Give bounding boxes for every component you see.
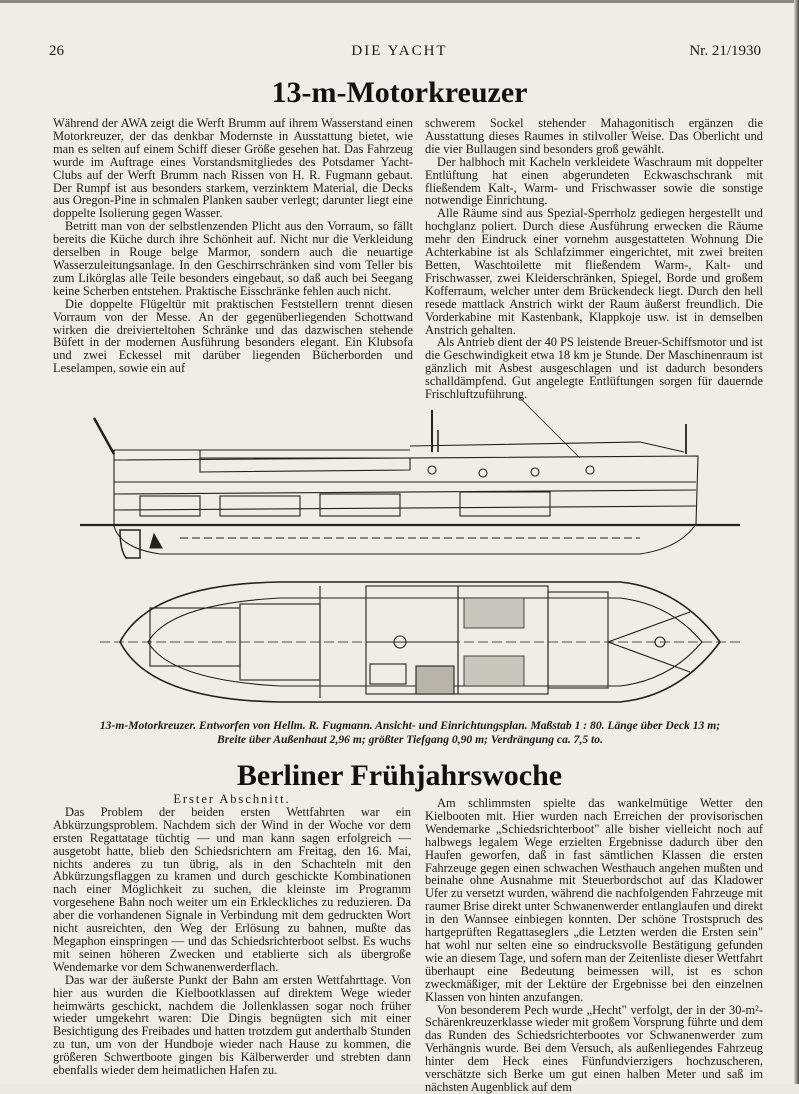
page-number: 26: [49, 43, 64, 59]
paragraph: Das Problem der beiden ersten Wettfahrten war ein Abkürzungsproblem. Nachdem sich der Wind in der Woche vor dem ersten Regattatage tüchtig — und man kann sagen erfolgreich — ausgetobt hatte, blieb den Schiedsrichtern am Freitag, den 16. Mai, nichts anderes zu tun übrig, als in den Schachteln mit den Abkürzungsflaggen zu kramen und durch geschickte Kombinationen nach einer Möglichkeit zu suchen, die kleinste im Programm vorgesehene Bahn noch weiter um ein Erkleckliches zu reduzieren. Da aber die vorhandenen Signale in Verbindung mit dem gedruckten Wort nicht ausreichten, den Weg der Erlösung zu bahnen, mußte das Megaphon einspringen — und das Schiedsrichterboot selbst. Es wuchs mit seinen höheren Zwecken und etablierte sich als übergroße Wendemarke vor dem Schwanenwerderflach.: [53, 804, 411, 974]
paragraph: Alle Räume sind aus Spezial-Sperrholz gediegen hergestellt und hochglanz poliert. Durch diese Ausführung erwecken die Räume mehr den Eindruck einer vornehm ausgestatteten Wohnung Die Achterkabine ist als Schlafzimmer eingerichtet, mit zwei breiten Betten, Waschtoilette mit fließendem Warm-, Kalt- und Frischwasser, zwei Kleiderschränken, Spiegel, Borde und großem Kofferraum, welcher unter dem Brückendeck liegt. Durch den hell resede mattlack Anstrich wirkt der Raum äußerst freundlich. Die Vorderkabine mit Kastenbank, Klappkoje usw. ist in demselben Anstrich gehalten.: [425, 206, 763, 337]
scan-top-edge: [0, 0, 799, 3]
paragraph: Betritt man von der selbstlenzenden Plicht aus den Vorraum, so fällt bereits die Küche durch ihre Schönheit auf. Nicht nur die Verkleidung derselben in Rouge belge Marmor, sondern auch die neuartige Wasserzuleitungsanlage. In den Geschirrschränken sind vom Teller bis zum Likörglas alle Teile besonders eingebaut, so daß auch bei Seegang keine Scherben entstehen. Praktische Eisschränke fehlen auch nicht.: [53, 219, 413, 298]
article2-left-column: [53, 793, 411, 1077]
paragraph: Der halbhoch mit Kacheln verkleidete Waschraum mit doppelter Entlüftung hat einen abgerundeten Eckwaschschrank mit fließendem Kalt-, Warm- und Frischwasser sowie die sonstige notwendige Einrichtung.: [425, 154, 763, 208]
paragraph: Als Antrieb dient der 40 PS leistende Breuer-Schiffsmotor und ist die Geschwindigkeit etwa 18 km je Stunde. Der Maschinenraum ist gänzlich mit Asbest ausgeschlagen und ist dadurch besonders schalldämpfend. Gut angelegte Entlüftungen sorgen für dauernde Frischluftzuführung.: [425, 335, 763, 402]
paragraph: Die doppelte Flügeltür mit praktischen Feststellern trennt diesen Vorraum von der Messe. An der gegenüberliegenden Schottwand wirken die dreivierteltohen Schränke und das dazwischen stehende Büfett in der modernen Ausführung besonders elegant. Ein Klubsofa und zwei Eckessel mit darüber liegenden Bücherborden und Leselampen, sowie ein auf: [53, 296, 413, 376]
caption-line-2: Breite über Außenhaut 2,96 m; größter Tiefgang 0,90 m; Verdrängung ca. 7,5 to.: [217, 733, 603, 746]
magazine-name: DIE YACHT: [351, 43, 448, 59]
article1-left-column: [53, 117, 413, 375]
section-subheading: Erster Abschnitt.: [173, 792, 291, 806]
boat-technical-drawing: [80, 398, 760, 714]
caption-line-1: 13-m-Motorkreuzer. Entworfen von Hellm. R. Fugmann. Ansicht- und Einrichtungsplan. Maßstab 1 : 80. Länge über Deck 13 m;: [99, 719, 721, 732]
paragraph: schwerem Sockel stehender Mahagonitisch ergänzen die Ausstattung dieses Raumes in stilvoller Weise. Das Oberlicht und die vier Bullaugen sind besonders groß gewählt.: [425, 116, 763, 156]
paragraph: Das war der äußerste Punkt der Bahn am ersten Wettfahrttage. Von hier aus wurden die Kielbootklassen auf direktem Wege wieder heimwärts geschickt, nachdem die Jollenklassen sogar noch früher wieder umgekehrt waren: Die Dingis begnügten sich mit einer Besichtigung des Freibades und hatten trotzdem gut anderthalb Stunden zu tun, um von der Hundboje wieder nach Hause zu kommen, die größeren Schwertboote gingen bis Kälberwerder und strebten dann ebenfalls wieder dem heimatlichen Hafen zu.: [53, 972, 411, 1078]
figure-caption: [60, 719, 760, 747]
paragraph: Von besonderem Pech wurde „Hecht" verfolgt, der in der 30-m²-Schärenkreuzerklasse wieder mit großem Vorsprung führte und dem das Runden des Schiedsrichterbootes vor Schwanenwerder zum Verhängnis wurde. Bei dem Versuch, als außenliegendes Fahrzeug hinter dem Heck eines Fünfundvierzigers hochzuscheren, verschätzte sich Berke um gut einen halben Meter und saß im nächsten Augenblick auf dem: [425, 1002, 763, 1094]
issue-number: Nr. 21/1930: [689, 43, 761, 59]
boat-profile-view: [80, 398, 740, 558]
article1-right-column: [425, 117, 763, 401]
paragraph: Während der AWA zeigt die Werft Brumm auf ihrem Wasserstand einen Motorkreuzer, der das denkbar Modernste in Ausstattung bietet, wie man es selten auf einem Schiff dieser Größe gesehen hat. Das Fahrzeug wurde im Auftrage eines Vorstandsmitgliedes des Potsdamer Yacht-Clubs auf der Werft Brumm nach Rissen von H. R. Fugmann gebaut. Der Rumpf ist aus besonders starkem, verzinktem Material, die Decks aus Oregon-Pine in schmalen Planken sauber verlegt; darunter liegt eine doppelte Isolierung gegen Wasser.: [53, 116, 413, 221]
scan-right-edge: [794, 0, 799, 1084]
article-title-motorkreuzer: 13-m-Motorkreuzer: [271, 76, 528, 109]
paragraph: Am schlimmsten spielte das wankelmütige Wetter den Kielbooten mit. Hier wurden nach Erreichen der provisorischen Wendemarke „Schiedsrichterboot" alle bisher vielleicht noch auf halbwegs legalem Wege erzielten Ergebnisse dadurch über den Haufen geworfen, daß in fast sämtlichen Klassen die ersten Fahrzeuge gegen einen schwachen Westhauch angehen mußten und beinahe ohne Ausnahme mit Steuerbordschot auf das Kladower Ufer zu versetzt wurden, während die nachfolgenden Fahrzeuge mit raumer Brise direkt unter Schwanenwerder entlanglaufen und direkt in den Wannsee einbiegen konnten. Der schöne Trostspruch des hartgeprüften Regattaseglers „die Letzten werden die Ersten sein" hat wohl nur selten eine so eindrucksvolle Bestätigung gefunden wie an diesem Tage, und sofern man der Zeitenliste dieser Wettfahrt überhaupt eine Bedeutung beimessen will, ist es schon zweckmäßiger, mit der Lektüre der Ergebnisse bei den einzelnen Klassen von hinten anzufangen.: [425, 796, 763, 1004]
article2-right-column: [425, 797, 763, 1094]
boat-plan-view: [100, 582, 740, 702]
article-title-fruehjahrswoche: Berliner Frühjahrswoche: [236, 759, 563, 792]
